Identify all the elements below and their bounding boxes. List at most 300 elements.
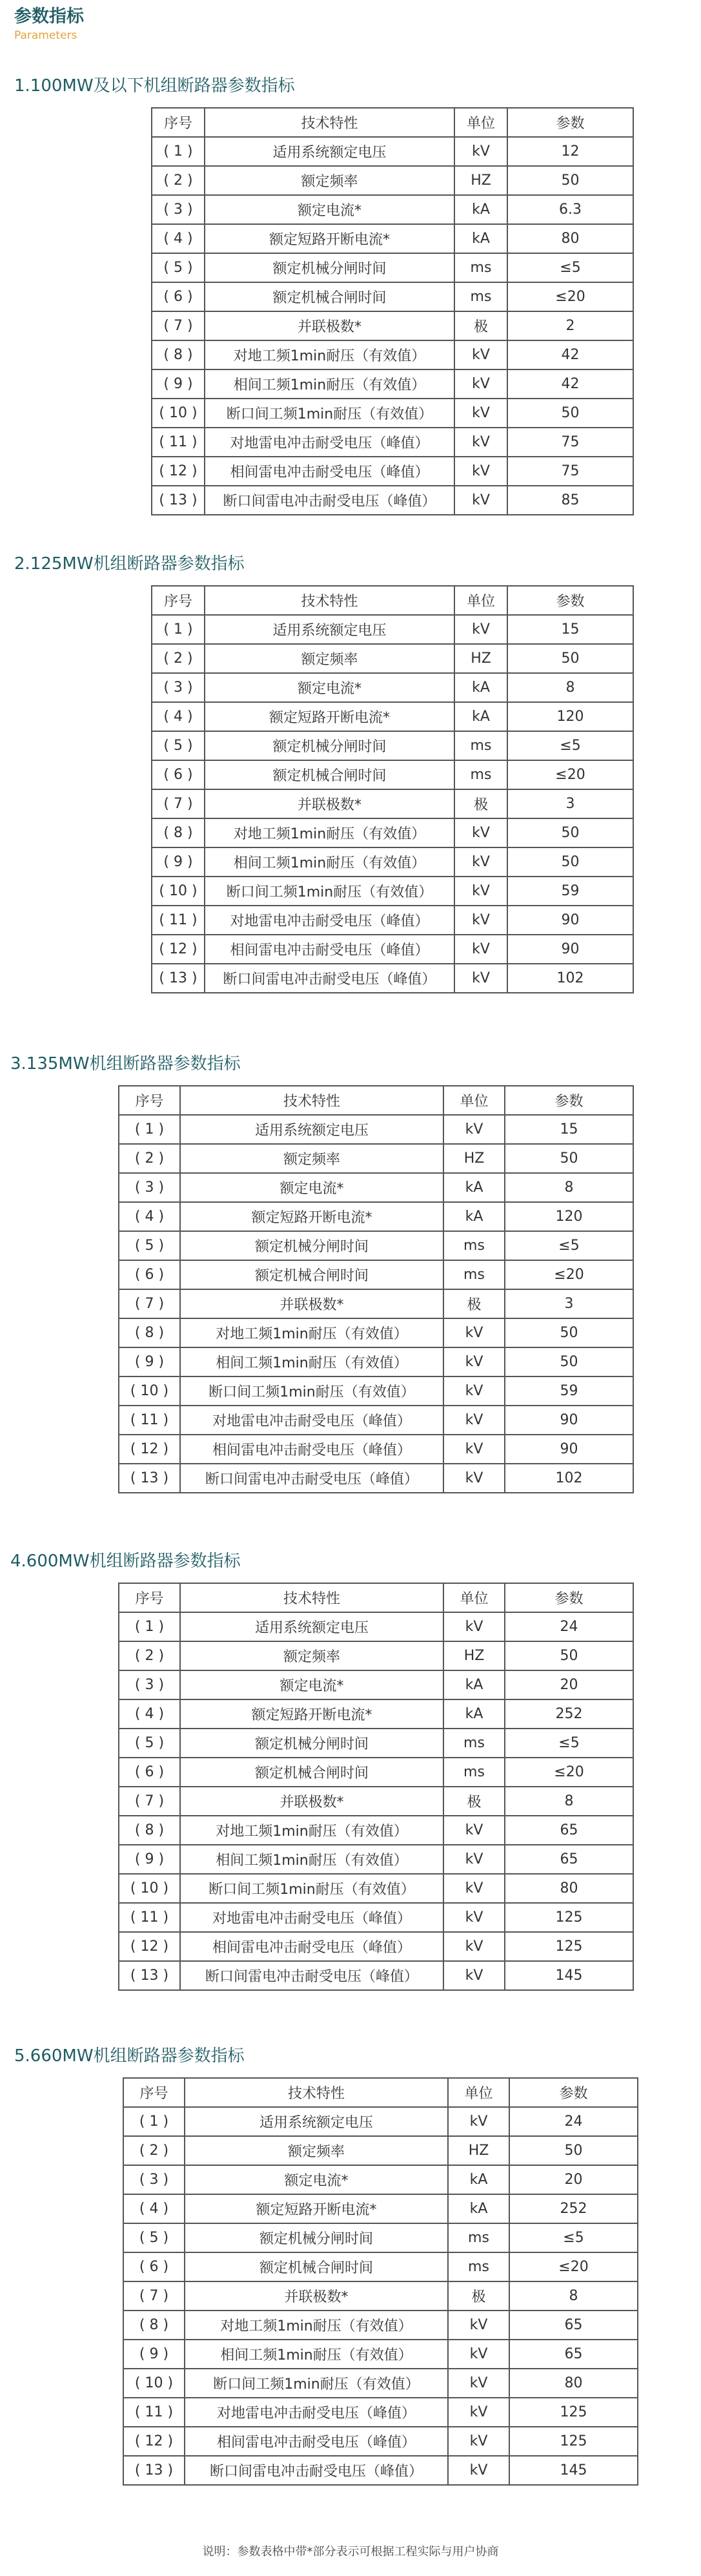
cell-value: 125 (505, 1903, 633, 1932)
cell-unit: ms (443, 1231, 505, 1260)
table-row (152, 615, 633, 644)
cell-unit: ms (443, 1758, 505, 1787)
cell-unit: kV (443, 1874, 505, 1903)
cell-unit: HZ (443, 1641, 505, 1670)
cell-characteristic: 对地工频1min耐压（有效值） (205, 818, 454, 847)
cell-unit: kA (443, 1173, 505, 1202)
cell-value: 65 (509, 2340, 638, 2369)
cell-characteristic: 额定电流* (185, 2165, 448, 2194)
cell-unit: ms (448, 2223, 509, 2252)
cell-value: 65 (505, 1845, 633, 1874)
cell-unit: kA (443, 1670, 505, 1699)
cell-index: ( 13 ) (152, 486, 205, 515)
table-row (152, 166, 633, 195)
table-row (152, 311, 633, 340)
col-header-unit: 单位 (443, 1086, 505, 1115)
col-header-characteristic: 技术特性 (180, 1086, 443, 1115)
cell-index: ( 12 ) (119, 1435, 180, 1464)
cell-value: 12 (507, 137, 633, 166)
parameter-table (118, 1085, 634, 1493)
col-header-index: 序号 (119, 1583, 180, 1612)
cell-value: 50 (505, 1641, 633, 1670)
cell-index: ( 13 ) (152, 964, 205, 993)
cell-characteristic: 额定机械分闸时间 (185, 2223, 448, 2252)
cell-value: 42 (507, 369, 633, 399)
cell-characteristic: 相间雷电冲击耐受电压（峰值） (185, 2427, 448, 2456)
table-row (119, 1729, 633, 1758)
table-row (119, 1376, 633, 1406)
cell-unit: kV (443, 1612, 505, 1641)
table-row (119, 1289, 633, 1318)
cell-value: 24 (505, 1612, 633, 1641)
cell-value: ≤5 (507, 731, 633, 760)
cell-unit: kV (448, 2456, 509, 2485)
cell-unit: kA (454, 224, 507, 253)
cell-index: ( 10 ) (119, 1376, 180, 1406)
table-row (152, 877, 633, 906)
cell-index: ( 3 ) (119, 1173, 180, 1202)
cell-index: ( 12 ) (123, 2427, 185, 2456)
cell-unit: kA (448, 2165, 509, 2194)
cell-unit: kV (454, 906, 507, 935)
cell-characteristic: 额定电流* (180, 1173, 443, 1202)
cell-index: ( 10 ) (152, 399, 205, 428)
cell-index: ( 7 ) (152, 789, 205, 818)
cell-characteristic: 对地工频1min耐压（有效值） (205, 340, 454, 369)
cell-value: 65 (509, 2311, 638, 2340)
cell-value: 120 (507, 702, 633, 731)
cell-value: 145 (505, 1961, 633, 1990)
table-row (123, 2136, 638, 2165)
cell-characteristic: 对地雷电冲击耐受电压（峰值） (180, 1903, 443, 1932)
cell-index: ( 3 ) (119, 1670, 180, 1699)
cell-unit: ms (448, 2252, 509, 2281)
cell-characteristic: 断口间工频1min耐压（有效值） (205, 877, 454, 906)
cell-value: 24 (509, 2107, 638, 2136)
cell-value: ≤20 (505, 1758, 633, 1787)
cell-index: ( 4 ) (152, 702, 205, 731)
cell-characteristic: 额定机械合闸时间 (205, 282, 454, 311)
table-row (119, 1318, 633, 1347)
cell-characteristic: 相间雷电冲击耐受电压（峰值） (180, 1435, 443, 1464)
table-row (119, 1845, 633, 1874)
cell-index: ( 13 ) (119, 1961, 180, 1990)
cell-unit: kV (448, 2398, 509, 2427)
cell-index: ( 4 ) (119, 1699, 180, 1729)
cell-value: 125 (505, 1932, 633, 1961)
cell-index: ( 4 ) (123, 2194, 185, 2223)
table-header-row (123, 2078, 638, 2107)
cell-index: ( 13 ) (119, 1464, 180, 1493)
cell-characteristic: 额定短路开断电流* (185, 2194, 448, 2223)
col-header-characteristic: 技术特性 (205, 586, 454, 615)
cell-unit: kV (454, 818, 507, 847)
cell-value: 125 (509, 2398, 638, 2427)
col-header-unit: 单位 (443, 1583, 505, 1612)
col-header-unit: 单位 (454, 586, 507, 615)
cell-value: 145 (509, 2456, 638, 2485)
parameter-table (123, 2077, 638, 2486)
cell-unit: HZ (448, 2136, 509, 2165)
cell-characteristic: 相间雷电冲击耐受电压（峰值） (205, 935, 454, 964)
cell-value: ≤5 (507, 253, 633, 282)
cell-index: ( 11 ) (123, 2398, 185, 2427)
cell-value: 8 (505, 1173, 633, 1202)
cell-index: ( 7 ) (152, 311, 205, 340)
cell-value: 75 (507, 428, 633, 457)
cell-value: 80 (507, 224, 633, 253)
cell-value: 90 (505, 1435, 633, 1464)
cell-characteristic: 额定机械分闸时间 (205, 731, 454, 760)
cell-index: ( 9 ) (123, 2340, 185, 2369)
cell-value: 102 (505, 1464, 633, 1493)
cell-index: ( 5 ) (152, 731, 205, 760)
table-row (152, 457, 633, 486)
cell-characteristic: 并联极数* (205, 789, 454, 818)
table-row (119, 1464, 633, 1493)
table-row (152, 789, 633, 818)
table-row (152, 847, 633, 877)
cell-value: ≤20 (507, 282, 633, 311)
cell-value: 65 (505, 1816, 633, 1845)
cell-unit: kV (454, 847, 507, 877)
footnote: 说明：参数表格中带*部分表示可根据工程实际与用户协商 (202, 2545, 499, 2559)
col-header-index: 序号 (152, 586, 205, 615)
cell-characteristic: 额定短路开断电流* (180, 1699, 443, 1729)
cell-index: ( 13 ) (123, 2456, 185, 2485)
table-row (119, 1435, 633, 1464)
table-row (152, 369, 633, 399)
cell-value: 15 (505, 1115, 633, 1144)
cell-index: ( 8 ) (119, 1816, 180, 1845)
cell-characteristic: 适用系统额定电压 (205, 615, 454, 644)
table-row (152, 137, 633, 166)
cell-unit: kA (454, 195, 507, 224)
cell-index: ( 6 ) (119, 1260, 180, 1289)
cell-value: 50 (509, 2136, 638, 2165)
cell-value: 50 (507, 644, 633, 673)
cell-index: ( 5 ) (119, 1729, 180, 1758)
cell-value: 80 (505, 1874, 633, 1903)
cell-index: ( 1 ) (123, 2107, 185, 2136)
cell-index: ( 2 ) (123, 2136, 185, 2165)
cell-value: 120 (505, 1202, 633, 1231)
cell-value: 50 (507, 399, 633, 428)
cell-value: 90 (507, 906, 633, 935)
cell-index: ( 7 ) (119, 1289, 180, 1318)
section-title: 5.660MW机组断路器参数指标 (14, 2046, 245, 2066)
cell-index: ( 8 ) (152, 340, 205, 369)
cell-index: ( 8 ) (119, 1318, 180, 1347)
table-row (152, 964, 633, 993)
cell-characteristic: 适用系统额定电压 (180, 1115, 443, 1144)
cell-value: 6.3 (507, 195, 633, 224)
table-row (152, 818, 633, 847)
cell-characteristic: 相间工频1min耐压（有效值） (205, 369, 454, 399)
col-header-unit: 单位 (448, 2078, 509, 2107)
table-row (152, 935, 633, 964)
table-header-row (119, 1583, 633, 1612)
cell-value: 50 (505, 1347, 633, 1376)
cell-unit: kA (443, 1699, 505, 1729)
cell-characteristic: 额定机械合闸时间 (205, 760, 454, 789)
cell-unit: kV (443, 1961, 505, 1990)
col-header-index: 序号 (123, 2078, 185, 2107)
cell-index: ( 2 ) (119, 1641, 180, 1670)
table-row (119, 1612, 633, 1641)
cell-index: ( 4 ) (152, 224, 205, 253)
table-row (123, 2223, 638, 2252)
cell-characteristic: 断口间工频1min耐压（有效值） (185, 2369, 448, 2398)
cell-index: ( 8 ) (152, 818, 205, 847)
cell-index: ( 3 ) (152, 195, 205, 224)
table-row (123, 2194, 638, 2223)
cell-characteristic: 额定频率 (205, 644, 454, 673)
cell-unit: HZ (443, 1144, 505, 1173)
cell-characteristic: 额定频率 (180, 1144, 443, 1173)
table-row (152, 731, 633, 760)
table-row (119, 1641, 633, 1670)
table-row (152, 253, 633, 282)
cell-characteristic: 对地雷电冲击耐受电压（峰值） (180, 1406, 443, 1435)
cell-characteristic: 相间雷电冲击耐受电压（峰值） (180, 1932, 443, 1961)
cell-characteristic: 额定频率 (205, 166, 454, 195)
cell-index: ( 3 ) (152, 673, 205, 702)
cell-index: ( 4 ) (119, 1202, 180, 1231)
cell-characteristic: 相间工频1min耐压（有效值） (205, 847, 454, 877)
cell-index: ( 7 ) (119, 1787, 180, 1816)
cell-unit: kV (454, 486, 507, 515)
table-row (119, 1670, 633, 1699)
table-row (152, 702, 633, 731)
cell-value: 252 (505, 1699, 633, 1729)
col-header-index: 序号 (119, 1086, 180, 1115)
table-row (119, 1758, 633, 1787)
table-row (152, 340, 633, 369)
col-header-characteristic: 技术特性 (205, 108, 454, 137)
table-row (152, 906, 633, 935)
cell-value: 50 (507, 847, 633, 877)
cell-index: ( 1 ) (119, 1115, 180, 1144)
table-row (152, 760, 633, 789)
col-header-characteristic: 技术特性 (185, 2078, 448, 2107)
cell-characteristic: 并联极数* (205, 311, 454, 340)
cell-index: ( 6 ) (152, 760, 205, 789)
table-row (152, 399, 633, 428)
cell-index: ( 11 ) (152, 906, 205, 935)
cell-index: ( 1 ) (119, 1612, 180, 1641)
table-row (119, 1202, 633, 1231)
cell-unit: 极 (454, 789, 507, 818)
cell-index: ( 11 ) (152, 428, 205, 457)
cell-unit: HZ (454, 166, 507, 195)
cell-index: ( 11 ) (119, 1406, 180, 1435)
cell-value: 2 (507, 311, 633, 340)
cell-index: ( 10 ) (152, 877, 205, 906)
table-row (123, 2281, 638, 2311)
cell-characteristic: 适用系统额定电压 (180, 1612, 443, 1641)
table-row (119, 1932, 633, 1961)
cell-characteristic: 额定频率 (180, 1641, 443, 1670)
cell-unit: kV (454, 137, 507, 166)
cell-unit: 极 (443, 1289, 505, 1318)
table-header-row (152, 586, 633, 615)
cell-characteristic: 相间雷电冲击耐受电压（峰值） (205, 457, 454, 486)
cell-characteristic: 适用系统额定电压 (205, 137, 454, 166)
col-header-index: 序号 (152, 108, 205, 137)
cell-value: 8 (505, 1787, 633, 1816)
cell-characteristic: 适用系统额定电压 (185, 2107, 448, 2136)
cell-characteristic: 并联极数* (185, 2281, 448, 2311)
cell-unit: kV (454, 964, 507, 993)
parameter-table (151, 107, 634, 515)
table-header-row (119, 1086, 633, 1115)
cell-unit: kV (454, 877, 507, 906)
cell-index: ( 10 ) (123, 2369, 185, 2398)
cell-characteristic: 对地工频1min耐压（有效值） (185, 2311, 448, 2340)
cell-index: ( 9 ) (152, 847, 205, 877)
table-row (119, 1961, 633, 1990)
cell-characteristic: 断口间雷电冲击耐受电压（峰值） (205, 964, 454, 993)
cell-index: ( 3 ) (123, 2165, 185, 2194)
cell-value: 59 (507, 877, 633, 906)
parameter-table (151, 585, 634, 993)
cell-value: 90 (505, 1406, 633, 1435)
cell-unit: kV (448, 2369, 509, 2398)
cell-unit: ms (454, 731, 507, 760)
table-row (152, 673, 633, 702)
cell-value: ≤20 (509, 2252, 638, 2281)
table-row (119, 1115, 633, 1144)
table-row (123, 2107, 638, 2136)
table-row (123, 2340, 638, 2369)
table-row (123, 2311, 638, 2340)
cell-characteristic: 相间工频1min耐压（有效值） (185, 2340, 448, 2369)
cell-unit: kV (443, 1816, 505, 1845)
cell-value: 50 (507, 166, 633, 195)
col-header-value: 参数 (505, 1086, 633, 1115)
table-row (119, 1787, 633, 1816)
col-header-value: 参数 (509, 2078, 638, 2107)
cell-index: ( 9 ) (119, 1347, 180, 1376)
cell-value: 252 (509, 2194, 638, 2223)
parameter-table (118, 1583, 634, 1991)
cell-characteristic: 断口间雷电冲击耐受电压（峰值） (180, 1464, 443, 1493)
cell-index: ( 5 ) (152, 253, 205, 282)
cell-characteristic: 额定机械分闸时间 (180, 1729, 443, 1758)
section-title: 2.125MW机组断路器参数指标 (14, 554, 245, 574)
cell-unit: kV (454, 935, 507, 964)
table-row (123, 2369, 638, 2398)
cell-value: 20 (509, 2165, 638, 2194)
cell-value: 20 (505, 1670, 633, 1699)
cell-value: 8 (509, 2281, 638, 2311)
cell-characteristic: 对地雷电冲击耐受电压（峰值） (185, 2398, 448, 2427)
cell-unit: HZ (454, 644, 507, 673)
cell-characteristic: 额定机械合闸时间 (180, 1758, 443, 1787)
section-title: 3.135MW机组断路器参数指标 (10, 1054, 241, 1074)
table-row (152, 195, 633, 224)
page-title: 参数指标 (14, 6, 84, 26)
cell-characteristic: 并联极数* (180, 1289, 443, 1318)
table-row (152, 224, 633, 253)
cell-value: ≤20 (505, 1260, 633, 1289)
cell-characteristic: 额定短路开断电流* (180, 1202, 443, 1231)
table-row (119, 1874, 633, 1903)
cell-value: 80 (509, 2369, 638, 2398)
cell-unit: kV (454, 369, 507, 399)
page-header (14, 6, 84, 43)
cell-unit: ms (443, 1260, 505, 1289)
cell-characteristic: 额定机械合闸时间 (180, 1260, 443, 1289)
cell-characteristic: 额定机械分闸时间 (205, 253, 454, 282)
cell-unit: kV (448, 2311, 509, 2340)
cell-unit: kV (454, 340, 507, 369)
cell-unit: kA (443, 1202, 505, 1231)
cell-unit: kA (454, 702, 507, 731)
table-row (119, 1347, 633, 1376)
col-header-value: 参数 (507, 586, 633, 615)
cell-unit: ms (454, 760, 507, 789)
cell-index: ( 8 ) (123, 2311, 185, 2340)
cell-unit: kV (443, 1406, 505, 1435)
cell-unit: kV (454, 615, 507, 644)
cell-index: ( 12 ) (119, 1932, 180, 1961)
cell-index: ( 5 ) (119, 1231, 180, 1260)
cell-index: ( 5 ) (123, 2223, 185, 2252)
cell-unit: kV (454, 457, 507, 486)
cell-value: 90 (507, 935, 633, 964)
cell-index: ( 11 ) (119, 1903, 180, 1932)
cell-characteristic: 额定机械分闸时间 (180, 1231, 443, 1260)
cell-index: ( 12 ) (152, 935, 205, 964)
table-row (119, 1699, 633, 1729)
cell-characteristic: 额定电流* (205, 195, 454, 224)
col-header-unit: 单位 (454, 108, 507, 137)
cell-unit: ms (443, 1729, 505, 1758)
cell-index: ( 6 ) (152, 282, 205, 311)
cell-index: ( 7 ) (123, 2281, 185, 2311)
cell-unit: kV (443, 1435, 505, 1464)
page-subtitle: Parameters (14, 29, 77, 42)
cell-value: ≤5 (505, 1231, 633, 1260)
cell-characteristic: 对地工频1min耐压（有效值） (180, 1318, 443, 1347)
cell-index: ( 12 ) (152, 457, 205, 486)
cell-index: ( 9 ) (152, 369, 205, 399)
table-row (123, 2427, 638, 2456)
table-header-row (152, 108, 633, 137)
cell-characteristic: 断口间工频1min耐压（有效值） (180, 1874, 443, 1903)
cell-unit: kV (443, 1464, 505, 1493)
cell-characteristic: 额定电流* (180, 1670, 443, 1699)
cell-unit: kA (448, 2194, 509, 2223)
cell-unit: ms (454, 282, 507, 311)
col-header-characteristic: 技术特性 (180, 1583, 443, 1612)
cell-value: 50 (505, 1318, 633, 1347)
cell-value: ≤5 (505, 1729, 633, 1758)
cell-characteristic: 断口间工频1min耐压（有效值） (205, 399, 454, 428)
cell-unit: kV (454, 399, 507, 428)
table-row (119, 1144, 633, 1173)
cell-characteristic: 断口间雷电冲击耐受电压（峰值） (180, 1961, 443, 1990)
table-row (119, 1231, 633, 1260)
cell-unit: kV (443, 1903, 505, 1932)
cell-characteristic: 断口间工频1min耐压（有效值） (180, 1376, 443, 1406)
cell-unit: ms (454, 253, 507, 282)
cell-unit: kV (443, 1932, 505, 1961)
cell-value: ≤5 (509, 2223, 638, 2252)
cell-characteristic: 额定短路开断电流* (205, 702, 454, 731)
